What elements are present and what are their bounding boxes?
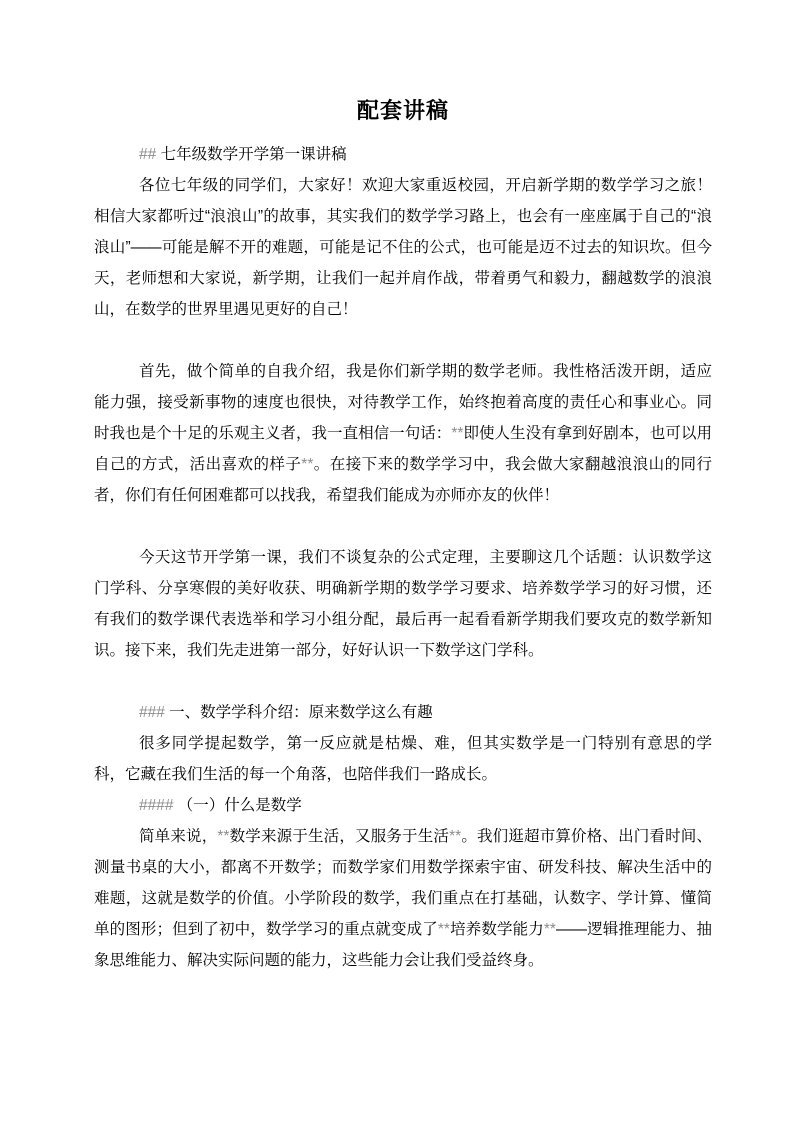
heading-text: 七年级数学开学第一课讲稿 [160,146,347,163]
text-run: ——逻辑推理能力、抽象思维能力、解决实际问题的能力，这些能力会让我们受益终身。 [94,921,712,969]
markdown-heading-level4 [94,790,712,821]
markdown-heading-level2 [94,139,712,170]
markdown-asterisk-mark: ** [451,425,464,442]
paragraph-welcome [94,170,712,325]
text-run: 。我们逛超市算价格、出门看时间、测量书桌的大小，都离不开数学；而数学家们用数学探索宇宙、研发科技、解决生活中的难题，这就是数学的价值。小学阶段的数学，我们重点在打基础，认数字、学计算、懂简单的图形；但到了初中，数学学习的重点就变成了 [94,828,712,938]
text-run: 今天这节开学第一课，我们不谈复杂的公式定理，主要聊这几个话题：认识数学这门学科、分享寒假的美好收获、明确新学期的数学学习要求、培养数学学习的好习惯，还有我们的数学课代表选举和学习小组分配，最后再一起看看新学期我们要攻克的数学新知识。接下来，我们先走进第一部分，好好认识一下数学这门学科。 [94,549,712,659]
markdown-hash-mark: ### [139,704,170,721]
markdown-asterisk-mark: ** [437,921,450,938]
paragraph-math-is-fun [94,728,712,790]
text-run: 各位七年级的同学们，大家好！欢迎大家重返校园，开启新学期的数学学习之旅！相信大家都听过“浪浪山”的故事，其实我们的数学学习路上，也会有一座座属于自己的“浪浪山”——可能是解不开的难题，可能是记不住的公式，也可能是迈不过去的知识坎。但今天，老师想和大家说，新学期，让我们一起并肩作战，带着勇气和毅力，翻越数学的浪浪山，在数学的世界里遇见更好的自己！ [94,177,712,318]
text-run: 数学来源于生活，又服务于生活 [229,828,450,845]
text-run: 很多同学提起数学，第一反应就是枯燥、难，但其实数学是一门特别有意思的学科，它藏在我们生活的每一个角落，也陪伴我们一路成长。 [94,735,712,783]
paragraph-lesson-topics [94,542,712,666]
markdown-asterisk-mark: ** [543,921,556,938]
markdown-asterisk-mark: ** [217,828,230,845]
markdown-asterisk-mark: ** [449,828,462,845]
markdown-hash-mark: ## [139,146,161,163]
markdown-asterisk-mark: ** [301,456,314,473]
text-run: 首先，做个简单的自我介绍，我是你们新学期的数学老师。我性格活泼开朗，适应能力强，接受新事物的速度也很快，对待教学工作，始终抱着高度的责任心和事业心。同时我也是个十足的乐观主义者，我一直相信一句话： [94,363,712,442]
text-run: 培养数学能力 [449,921,544,938]
document-title: 配套讲稿 [356,98,449,123]
text-run: 。在接下来的数学学习中，我会做大家翻越浪浪山的同行者，你们有任何困难都可以找我，希望我们能成为亦师亦友的伙伴！ [94,456,712,504]
text-run: 即使人生没有拿到好剧本，也可以用自己的方式，活出喜欢的样子 [94,425,712,473]
paragraph-self-introduction [94,356,712,511]
text-run: 简单来说， [139,828,218,845]
markdown-hash-mark: #### [139,797,178,814]
paragraph-what-is-math [94,821,712,976]
heading-text: （一）什么是数学 [177,797,302,814]
markdown-heading-level3 [94,697,712,728]
heading-text: 一、数学学科介绍：原来数学这么有趣 [169,704,433,721]
